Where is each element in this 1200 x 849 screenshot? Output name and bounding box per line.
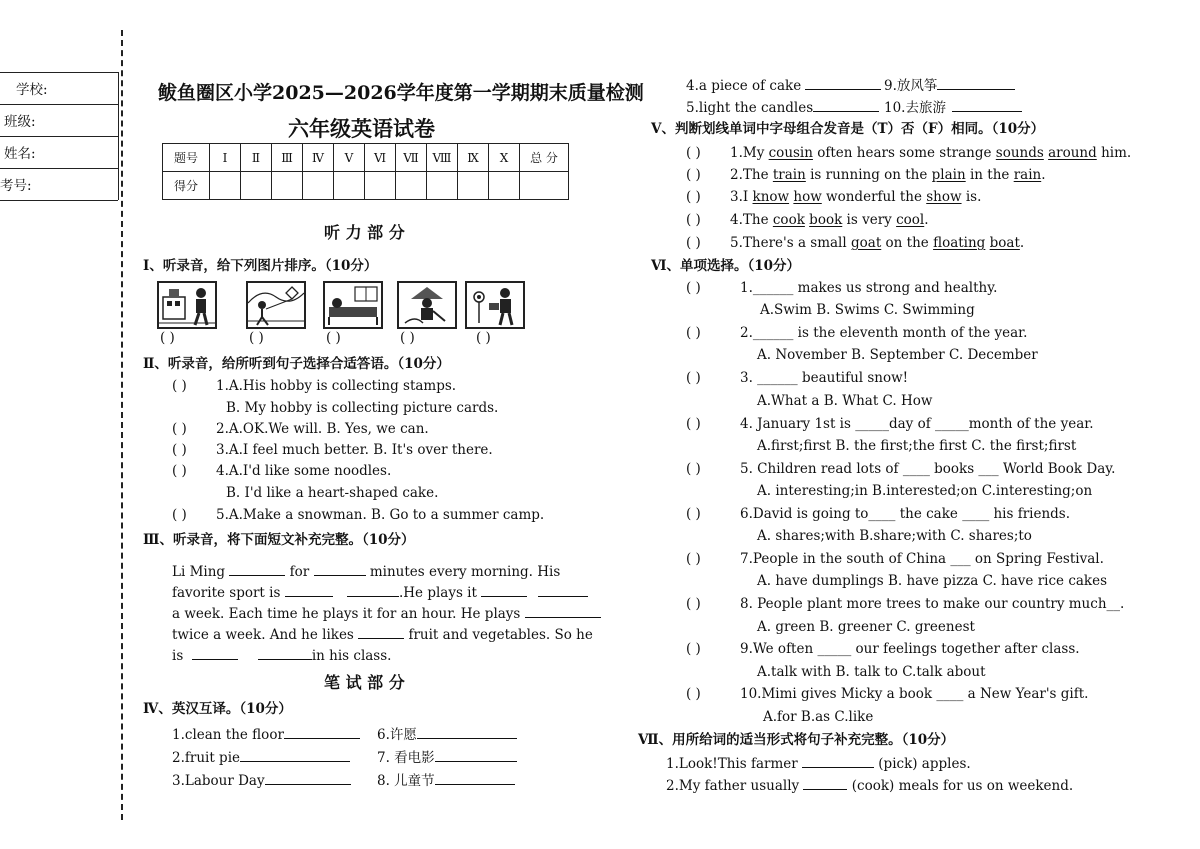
underlined-word: cool — [896, 212, 925, 228]
score-cell: 总 分 — [520, 144, 569, 172]
fill-blank[interactable] — [229, 563, 285, 576]
score-input-cell[interactable] — [396, 172, 427, 200]
answer-parenthesis[interactable]: ( ) — [686, 145, 701, 161]
translation-item — [686, 99, 879, 116]
score-input-cell[interactable] — [334, 172, 365, 200]
strip-divider — [0, 168, 118, 169]
answer-parenthesis[interactable]: ( ) — [686, 596, 701, 612]
fill-blank[interactable] — [314, 563, 366, 576]
answer-parenthesis[interactable]: ( ) — [686, 167, 701, 183]
answer-parenthesis[interactable]: ( ) — [686, 506, 701, 522]
question-text: 4.A.I'd like some noodles. — [216, 463, 392, 479]
writing-section-heading: 笔 试 部 分 — [324, 673, 405, 692]
answer-parenthesis[interactable]: ( ) — [686, 212, 701, 228]
question-text: 1.My cousin often hears some strange sounds around him. — [730, 145, 1132, 161]
translation-text: 9.放风筝 — [884, 78, 938, 94]
translation-item — [172, 726, 360, 743]
underlined-word: book — [809, 212, 843, 228]
translation-text: 6.许愿 — [377, 727, 417, 743]
passage-line — [172, 626, 593, 643]
question-text: B. My hobby is collecting picture cards. — [226, 400, 499, 416]
options-text: A. shares;with B.share;with C. shares;to — [757, 528, 1032, 544]
question-text: 4.The cook book is very cool. — [730, 212, 929, 228]
passage-text: minutes every morning. His — [369, 564, 561, 580]
underlined-word: show — [926, 189, 962, 205]
question-text: 3.I know how wonderful the show is. — [730, 189, 982, 205]
passage-text: twice a week. And he likes — [172, 627, 354, 643]
translation-text: 2.fruit pie — [172, 750, 241, 766]
score-cell: Ⅶ — [396, 144, 427, 172]
section-7-heading: Ⅶ、用所给词的适当形式将句子补充完整。（10分） — [638, 732, 955, 748]
passage-line — [172, 563, 560, 580]
class-field-label: 班级: — [4, 114, 36, 130]
question-text: B. I'd like a heart-shaped cake. — [226, 485, 439, 501]
score-input-cell[interactable] — [427, 172, 458, 200]
passage-text: for — [289, 564, 310, 580]
options-text: A.What a B. What C. How — [757, 393, 933, 409]
answer-parenthesis[interactable]: ( ) — [326, 330, 341, 346]
translation-text: 8. 儿童节 — [377, 773, 435, 789]
translation-item — [377, 749, 517, 766]
school-field-label: 学校: — [16, 82, 48, 98]
fill-blank[interactable] — [192, 647, 238, 660]
exam-number-field-label: 考号: — [0, 178, 32, 194]
score-table — [162, 143, 569, 200]
answer-parenthesis[interactable]: ( ) — [686, 325, 701, 341]
passage-text: a week. Each time he plays it for an hour. He plays — [172, 606, 521, 622]
translation-text: 10.去旅游 — [884, 100, 946, 116]
exam-subtitle: 六年级英语试卷 — [288, 116, 435, 141]
answer-parenthesis[interactable]: ( ) — [172, 378, 187, 394]
question-text: 7.People in the south of China ___ on Spring Festival. — [740, 551, 1104, 567]
answer-parenthesis[interactable]: ( ) — [686, 416, 701, 432]
fill-blank[interactable] — [481, 584, 527, 597]
question-text: 1.______ makes us strong and healthy. — [740, 280, 998, 296]
fill-blank[interactable] — [358, 626, 404, 639]
passage-text: in his class. — [311, 648, 392, 664]
fill-blank[interactable] — [937, 77, 1015, 90]
score-cell: Ⅰ — [210, 144, 241, 172]
question-text: 3. ______ beautiful snow! — [740, 370, 909, 386]
question-text: 2.My father usually (cook) meals for us on weekend. — [666, 778, 1074, 794]
answer-parenthesis[interactable]: ( ) — [686, 189, 701, 205]
translation-item — [172, 772, 351, 789]
answer-parenthesis[interactable]: ( ) — [400, 330, 415, 346]
answer-parenthesis[interactable]: ( ) — [686, 551, 701, 567]
translation-item — [884, 77, 1015, 94]
passage-text: fruit and vegetables. So he — [408, 627, 593, 643]
score-input-cell[interactable] — [365, 172, 396, 200]
translation-text: 4.a piece of cake — [686, 78, 802, 94]
score-input-cell[interactable] — [520, 172, 569, 200]
underlined-word: goat — [851, 235, 882, 251]
farmer-hat-icon — [397, 281, 457, 329]
answer-parenthesis[interactable]: ( ) — [172, 463, 187, 479]
options-text: A. green B. greener C. greenest — [757, 619, 975, 635]
options-text: A. November B. September C. December — [757, 347, 1038, 363]
fill-blank[interactable] — [813, 99, 879, 112]
answer-parenthesis[interactable]: ( ) — [249, 330, 264, 346]
watering-flowers-icon — [465, 281, 525, 329]
options-text: A. have dumplings B. have pizza C. have rice cakes — [757, 573, 1108, 589]
passage-text: .He plays it — [398, 585, 477, 601]
score-cell: Ⅸ — [458, 144, 489, 172]
question-text: 2.A.OK.We will. B. Yes, we can. — [216, 421, 429, 437]
fill-blank[interactable] — [805, 77, 881, 90]
question-text: 1.Look!This farmer (pick) apples. — [666, 756, 971, 772]
options-text: A.first;first B. the first;the first C. the first;first — [757, 438, 1077, 454]
score-cell: Ⅱ — [241, 144, 272, 172]
underlined-word: plain — [931, 167, 966, 183]
underlined-word: rain — [1013, 167, 1042, 183]
underlined-word: boat — [989, 235, 1020, 251]
underlined-word: know — [752, 189, 790, 205]
section-5-heading: Ⅴ、判断划线单词中字母组合发音是（T）否（F）相同。（10分） — [651, 121, 1045, 137]
answer-parenthesis[interactable]: ( ) — [686, 370, 701, 386]
score-cell: 得分 — [163, 172, 210, 200]
translation-item — [884, 99, 1022, 116]
school-scene-icon — [157, 281, 217, 329]
options-text: A. interesting;in B.interested;on C.interesting;on — [757, 483, 1093, 499]
passage-line — [172, 584, 588, 601]
question-text: 1.A.His hobby is collecting stamps. — [216, 378, 457, 394]
answer-parenthesis[interactable]: ( ) — [686, 280, 701, 296]
question-text: 5.A.Make a snowman. B. Go to a summer camp. — [216, 507, 545, 523]
score-cell: Ⅹ — [489, 144, 520, 172]
fill-blank[interactable] — [258, 647, 312, 660]
fill-blank[interactable] — [538, 584, 588, 597]
underlined-word: around — [1048, 145, 1097, 161]
question-text: 5. Children read lots of ____ books ___ World Book Day. — [740, 461, 1116, 477]
listening-section-heading: 听 力 部 分 — [324, 223, 405, 242]
question-text: 9.We often _____ our feelings together after class. — [740, 641, 1080, 657]
underlined-word: cousin — [768, 145, 813, 161]
underlined-word: train — [772, 167, 806, 183]
passage-line — [172, 647, 391, 664]
section-2-heading: Ⅱ、听录音，给所听到句子选择合适答语。（10分） — [143, 356, 450, 372]
flying-kite-icon — [246, 281, 306, 329]
passage-line — [172, 605, 601, 622]
strip-divider — [0, 200, 118, 201]
strip-divider — [0, 72, 118, 73]
question-text: 3.A.I feel much better. B. It's over there. — [216, 442, 493, 458]
question-text: 5.There's a small goat on the floating boat. — [730, 235, 1025, 251]
answer-parenthesis[interactable]: ( ) — [476, 330, 491, 346]
question-text: 6.David is going to____ the cake ____ his friends. — [740, 506, 1071, 522]
translation-text: 7. 看电影 — [377, 750, 435, 766]
question-text: 2.The train is running on the plain in the rain. — [730, 167, 1046, 183]
score-cell: Ⅵ — [365, 144, 396, 172]
fill-blank[interactable] — [417, 726, 517, 739]
fill-blank[interactable] — [802, 755, 874, 768]
cut-line — [121, 30, 123, 820]
fill-blank[interactable] — [525, 605, 601, 618]
translation-item — [686, 77, 881, 94]
fill-blank[interactable] — [803, 777, 847, 790]
underlined-word: how — [793, 189, 822, 205]
translation-text: 1.clean the floor — [172, 727, 284, 743]
exam-title: 鲅鱼圈区小学2025—2026学年度第一学期期末质量检测 — [158, 82, 644, 104]
fill-blank[interactable] — [284, 726, 360, 739]
score-input-cell[interactable] — [272, 172, 303, 200]
question-text: 8. People plant more trees to make our country much__. — [740, 596, 1125, 612]
fill-blank[interactable] — [435, 749, 517, 762]
answer-parenthesis[interactable]: ( ) — [172, 507, 187, 523]
fill-blank[interactable] — [952, 99, 1022, 112]
score-input-cell[interactable] — [303, 172, 334, 200]
score-input-cell[interactable] — [458, 172, 489, 200]
score-cell: Ⅷ — [427, 144, 458, 172]
name-field-label: 姓名: — [4, 146, 36, 162]
section-6-heading: Ⅵ、单项选择。（10分） — [651, 258, 801, 274]
options-text: A.for B.as C.like — [763, 709, 874, 725]
score-input-cell[interactable] — [210, 172, 241, 200]
passage-text: Li Ming — [172, 564, 226, 580]
question-text: 10.Mimi gives Micky a book ____ a New Year's gift. — [740, 686, 1089, 702]
underlined-word: cook — [772, 212, 805, 228]
section-1-heading: Ⅰ、听录音，给下列图片排序。（10分） — [143, 258, 378, 274]
answer-parenthesis[interactable]: ( ) — [686, 461, 701, 477]
strip-divider — [0, 136, 118, 137]
answer-parenthesis[interactable]: ( ) — [686, 235, 701, 251]
bed-scene-icon — [323, 281, 383, 329]
passage-text: favorite sport is — [172, 585, 281, 601]
section-4-heading: Ⅳ、英汉互译。（10分） — [143, 701, 292, 717]
score-table-header-row — [163, 144, 569, 172]
score-input-cell[interactable] — [489, 172, 520, 200]
question-text: 2.______ is the eleventh month of the year. — [740, 325, 1028, 341]
options-text: A.talk with B. talk to C.talk about — [757, 664, 986, 680]
options-text: A.Swim B. Swims C. Swimming — [760, 302, 975, 318]
translation-item — [377, 726, 517, 743]
score-cell: 题号 — [163, 144, 210, 172]
answer-parenthesis[interactable]: ( ) — [160, 330, 175, 346]
fill-blank[interactable] — [347, 584, 399, 597]
fill-blank[interactable] — [285, 584, 333, 597]
answer-parenthesis[interactable]: ( ) — [172, 421, 187, 437]
score-cell: Ⅲ — [272, 144, 303, 172]
fill-blank[interactable] — [265, 772, 351, 785]
translation-text: 5.light the candles — [686, 100, 814, 116]
answer-parenthesis[interactable]: ( ) — [686, 641, 701, 657]
underlined-word: sounds — [995, 145, 1044, 161]
passage-text: is — [172, 648, 184, 664]
section-3-heading: Ⅲ、听录音，将下面短文补充完整。（10分） — [143, 532, 415, 548]
score-cell: Ⅳ — [303, 144, 334, 172]
translation-item — [377, 772, 515, 789]
underlined-word: floating — [933, 235, 986, 251]
strip-divider — [0, 104, 118, 105]
fill-blank[interactable] — [240, 749, 350, 762]
answer-parenthesis[interactable]: ( ) — [686, 686, 701, 702]
fill-blank[interactable] — [435, 772, 515, 785]
score-cell: Ⅴ — [334, 144, 365, 172]
score-input-cell[interactable] — [241, 172, 272, 200]
translation-text: 3.Labour Day — [172, 773, 265, 789]
answer-parenthesis[interactable]: ( ) — [172, 442, 187, 458]
question-text: 4. January 1st is _____day of _____month of the year. — [740, 416, 1094, 432]
translation-item — [172, 749, 350, 766]
score-table-score-row — [163, 172, 569, 200]
